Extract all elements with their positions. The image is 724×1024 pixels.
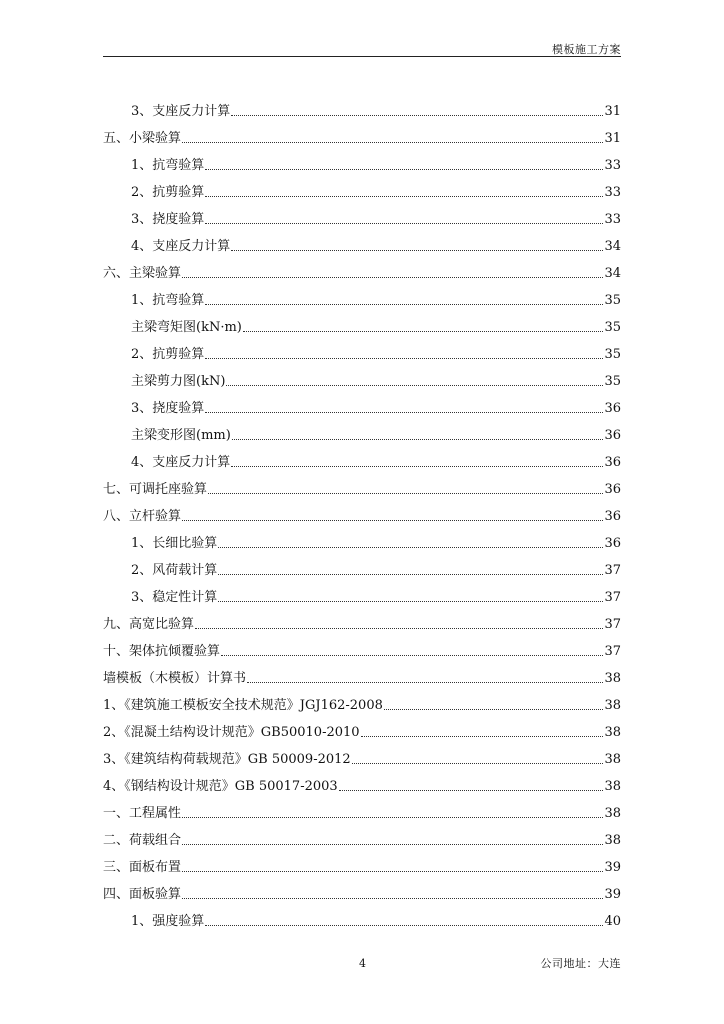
toc-dot-leader: [182, 519, 603, 521]
toc-entry-title: 墙模板（木模板）计算书: [103, 671, 247, 686]
toc-entry-page: 35: [604, 374, 621, 389]
toc-dot-leader: [218, 600, 603, 602]
toc-entry[interactable]: [103, 579, 621, 606]
toc-entry-title: 九、高宽比验算: [103, 617, 195, 632]
toc-entry-title: 主梁弯矩图(kN·m): [131, 320, 242, 335]
toc-entry-page: 34: [604, 239, 621, 254]
toc-dot-leader: [205, 924, 603, 926]
toc-entry[interactable]: [103, 768, 621, 795]
toc-entry-page: 33: [604, 185, 621, 200]
toc-entry[interactable]: [103, 552, 621, 579]
toc-entry-title: 主梁变形图(mm): [131, 428, 231, 443]
toc-dot-leader: [205, 357, 603, 359]
toc-entry-title: 六、主梁验算: [103, 266, 182, 281]
toc-dot-leader: [339, 789, 604, 791]
toc-dot-leader: [182, 870, 603, 872]
toc-entry-title: 3、稳定性计算: [131, 590, 218, 605]
toc-entry-title: 1、抗弯验算: [131, 293, 205, 308]
toc-entry[interactable]: [103, 633, 621, 660]
toc-entry-page: 38: [604, 833, 621, 848]
toc-entry-title: 4、支座反力计算: [131, 239, 231, 254]
toc-dot-leader: [221, 654, 603, 656]
toc-dot-leader: [232, 438, 604, 440]
toc-dot-leader: [182, 276, 603, 278]
toc-dot-leader: [195, 627, 603, 629]
toc-entry-title: 2、《混凝土结构设计规范》GB50010-2010: [103, 725, 360, 740]
toc-entry-title: 三、面板布置: [103, 860, 182, 875]
toc-entry-title: 一、工程属性: [103, 806, 182, 821]
toc-dot-leader: [226, 384, 603, 386]
toc-entry-page: 35: [604, 293, 621, 308]
header-divider: [103, 56, 621, 57]
toc-entry[interactable]: [103, 525, 621, 552]
toc-dot-leader: [231, 114, 603, 116]
toc-dot-leader: [205, 303, 603, 305]
toc-entry[interactable]: [103, 147, 621, 174]
toc-dot-leader: [205, 411, 603, 413]
toc-entry-page: 36: [604, 536, 621, 551]
toc-dot-leader: [247, 681, 603, 683]
toc-entry-page: 38: [604, 806, 621, 821]
toc-entry-page: 38: [604, 725, 621, 740]
toc-entry[interactable]: [103, 444, 621, 471]
toc-entry-page: 38: [604, 779, 621, 794]
toc-entry-page: 38: [604, 698, 621, 713]
toc-dot-leader: [243, 330, 604, 332]
toc-entry-title: 3、支座反力计算: [131, 104, 231, 119]
toc-entry-page: 35: [604, 320, 621, 335]
toc-entry-page: 36: [604, 509, 621, 524]
toc-dot-leader: [182, 843, 603, 845]
toc-entry-page: 36: [604, 428, 621, 443]
toc-entry[interactable]: [103, 417, 621, 444]
toc-entry-page: 37: [604, 644, 621, 659]
toc-entry-title: 3、挠度验算: [131, 401, 205, 416]
toc-entry[interactable]: [103, 849, 621, 876]
toc-entry[interactable]: [103, 687, 621, 714]
toc-entry[interactable]: [103, 255, 621, 282]
toc-dot-leader: [218, 546, 603, 548]
toc-dot-leader: [352, 762, 604, 764]
toc-entry[interactable]: [103, 120, 621, 147]
toc-entry-page: 36: [604, 482, 621, 497]
toc-entry[interactable]: [103, 390, 621, 417]
toc-entry-title: 1、强度验算: [131, 914, 205, 929]
toc-entry-page: 37: [604, 617, 621, 632]
toc-entry-page: 37: [604, 563, 621, 578]
toc-entry-title: 2、抗剪验算: [131, 347, 205, 362]
page-number: 4: [359, 957, 366, 970]
toc-entry-title: 2、抗剪验算: [131, 185, 205, 200]
toc-dot-leader: [218, 573, 603, 575]
toc-entry-title: 3、《建筑结构荷载规范》GB 50009-2012: [103, 752, 351, 767]
toc-entry[interactable]: [103, 174, 621, 201]
toc-entry-page: 40: [604, 914, 621, 929]
toc-entry[interactable]: [103, 660, 621, 687]
toc-entry[interactable]: [103, 741, 621, 768]
toc-entry-title: 主梁剪力图(kN): [131, 374, 226, 389]
toc-dot-leader: [182, 141, 603, 143]
toc-entry-title: 十、架体抗倾覆验算: [103, 644, 221, 659]
toc-entry-page: 39: [604, 860, 621, 875]
toc-dot-leader: [384, 708, 604, 710]
toc-entry[interactable]: [103, 876, 621, 903]
toc-entry[interactable]: [103, 336, 621, 363]
header-title: 模板施工方案: [552, 43, 621, 56]
toc-entry-title: 五、小梁验算: [103, 131, 182, 146]
toc-entry-page: 38: [604, 671, 621, 686]
toc-entry[interactable]: [103, 606, 621, 633]
toc-dot-leader: [205, 195, 603, 197]
toc-entry[interactable]: [103, 471, 621, 498]
toc-entry-title: 四、面板验算: [103, 887, 182, 902]
toc-entry-page: 31: [604, 104, 621, 119]
toc-entry-title: 二、荷载组合: [103, 833, 182, 848]
toc-entry[interactable]: [103, 822, 621, 849]
toc-dot-leader: [205, 168, 603, 170]
toc-entry[interactable]: [103, 309, 621, 336]
toc-entry-page: 36: [604, 401, 621, 416]
toc-entry-page: 36: [604, 455, 621, 470]
toc-entry[interactable]: [103, 498, 621, 525]
toc-dot-leader: [182, 897, 603, 899]
toc-dot-leader: [205, 222, 603, 224]
toc-entry-title: 2、风荷载计算: [131, 563, 218, 578]
toc-dot-leader: [208, 492, 603, 494]
toc-entry-title: 1、长细比验算: [131, 536, 218, 551]
toc-entry[interactable]: [103, 93, 621, 120]
toc-entry-page: 31: [604, 131, 621, 146]
toc-entry-title: 3、挠度验算: [131, 212, 205, 227]
toc-entry[interactable]: [103, 363, 621, 390]
table-of-contents: [103, 93, 621, 930]
toc-entry[interactable]: [103, 714, 621, 741]
toc-dot-leader: [361, 735, 604, 737]
toc-entry-title: 1、《建筑施工模板安全技术规范》JGJ162-2008: [103, 698, 383, 713]
footer-company-address: 公司地址：大连: [540, 957, 621, 970]
toc-entry[interactable]: [103, 282, 621, 309]
toc-entry-title: 4、《钢结构设计规范》GB 50017-2003: [103, 779, 338, 794]
toc-entry-page: 37: [604, 590, 621, 605]
toc-entry-page: 34: [604, 266, 621, 281]
toc-entry[interactable]: [103, 903, 621, 930]
toc-entry-title: 1、抗弯验算: [131, 158, 205, 173]
toc-entry-page: 38: [604, 752, 621, 767]
toc-entry-page: 39: [604, 887, 621, 902]
toc-dot-leader: [182, 816, 603, 818]
toc-entry[interactable]: [103, 795, 621, 822]
toc-dot-leader: [231, 249, 603, 251]
toc-entry-page: 33: [604, 158, 621, 173]
toc-entry-title: 八、立杆验算: [103, 509, 182, 524]
toc-entry-title: 4、支座反力计算: [131, 455, 231, 470]
toc-entry[interactable]: [103, 228, 621, 255]
toc-dot-leader: [231, 465, 603, 467]
toc-entry-page: 33: [604, 212, 621, 227]
toc-entry[interactable]: [103, 201, 621, 228]
toc-entry-title: 七、可调托座验算: [103, 482, 208, 497]
toc-entry-page: 35: [604, 347, 621, 362]
